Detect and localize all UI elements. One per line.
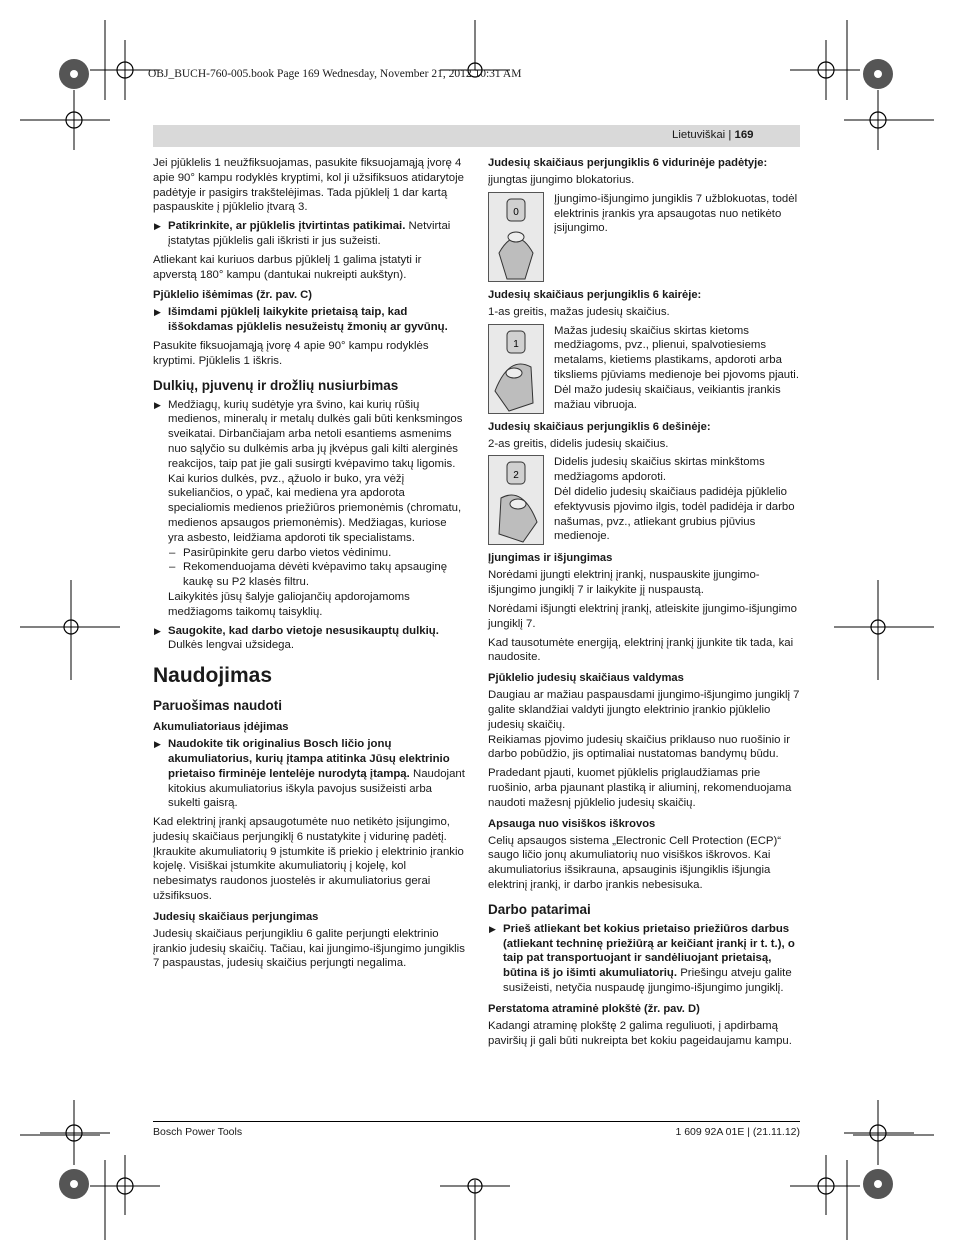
paragraph: Celių apsaugos sistema „Electronic Cell Protection (ECP)“ saugo ličio jonų akumuliatorių nuo visiškos iškrovos. Kai akumuliatorius išsikrauna, apsauginis išjungiklis išjungia elektrinį įrankį, ir darbo įrankis nebesisuka. (488, 834, 782, 891)
header-language: Lietuviškai (672, 129, 726, 141)
triangle-bullet-icon: ▶ (154, 399, 161, 410)
triangle-bullet-icon: ▶ (154, 307, 161, 318)
triangle-bullet-icon: ▶ (154, 625, 161, 636)
bullet-text: Priešingu atveju galite susižeisti, netyčia nuspaudę įjungimo-išjungimo jungiklį. (503, 967, 792, 994)
subheading: Pjūklelio išėmimas (žr. pav. C) (153, 289, 312, 302)
header-separator: | (728, 129, 732, 141)
triangle-bullet-icon: ▶ (154, 221, 161, 232)
bullet-text: Dulkės lengvai užsidega. (168, 639, 295, 652)
paragraph: Jei pjūklelis 1 neužfiksuojamas, pasukite fiksuojamąją įvorę 4 apie 90° kampu rodyklės kryptimi, kol ji užsifiksuos atidarytoje padėtyje ir pasigirs trakštelėjimas. Tada pjūklelį 1 dar kartą paspauskite į pjūklelio įtvarą 3. (153, 157, 464, 214)
warning-bullet (153, 624, 465, 654)
subheading: Judesių skaičiaus perjungimas (153, 910, 319, 923)
switch-label: 0 (513, 206, 519, 218)
paragraph: Kad tausotumėte energiją, elektrinį įrankį įjunkite tik tada, kai naudosite. (488, 636, 794, 664)
paragraph: Daugiau ar mažiau paspausdami įjungimo-išjungimo jungiklį 7 galite sklandžiai valdyti įjungto elektrinio įrankio pjūklelio judesių skaičių. (488, 689, 800, 731)
subheading: Judesių skaičiaus perjungiklis 6 dešinėje: (488, 420, 711, 433)
dash-text: Pasirūpinkite geru darbo vietos vėdinimu. (183, 546, 392, 559)
dash-text: Rekomenduojama dėvėti kvėpavimo takų apsauginę kaukę su P2 klasės filtru. (183, 561, 448, 589)
paragraph: Reikiamas pjovimo judesių skaičius priklauso nuo ruošinio ir darbo pobūdžio, jis optimaliai nustatomas bandymų būdu. (488, 733, 790, 761)
paragraph: Kadangi atraminę plokštę 2 galima reguliuoti, į apdirbamą paviršių ji gali būti nukreipta bet kokiu pageidaujamu kampu. (488, 1019, 792, 1047)
figure-text-line: Dėl mažo judesių skaičiaus, veikiantis įrankis mažiau vibruoja. (554, 383, 781, 411)
figure-text: Įjungimo-išjungimo jungiklis 7 užblokuotas, todėl elektrinis įrankis yra apsaugotas nuo netikėto įsijungimo. (554, 192, 798, 235)
warning-bullet (153, 219, 465, 249)
figure-row (488, 192, 800, 282)
paragraph: 1-as greitis, mažas judesių skaičius. (488, 305, 670, 318)
switch-label: 2 (513, 470, 519, 482)
paragraph: Atliekant kai kuriuos darbus pjūklelį 1 galima įstatyti ir apverstą 180° kampu (dantukai nukreipti aukštyn). (153, 253, 422, 281)
switch-illustration-icon (489, 456, 543, 544)
footer-rule (153, 1121, 800, 1122)
paragraph: Pradedant pjauti, kuomet pjūklelis priglaudžiamas prie ruošinio, arba pjaunant plastiką ir aliuminį, rekomenduojama naudoti mažesnį pjūklelio judesių skaičių. (488, 767, 792, 809)
bullet-text: Naudojant kitokius akumuliatorius iškyla pavojus susižeisti arba sukelti gaisrą. (168, 767, 465, 810)
subheading: Pjūklelio judesių skaičiaus valdymas (488, 672, 684, 685)
subheading: Judesių skaičiaus perjungiklis 6 kairėje: (488, 288, 702, 301)
subheading: Apsauga nuo visiškos iškrovos (488, 817, 656, 830)
triangle-bullet-icon: ▶ (154, 739, 161, 750)
bullet-bold: Prieš atliekant bet kokius prietaiso priežiūros darbus (atliekant techninę priežiūrą ar keičiant įrankį ir t. t.), o taip pat transportuojant ir sandėliuojant prietaisą, būtina iš jo išimti akumuliatorių. (503, 922, 795, 980)
figure-text-line: Mažas judesių skaičius skirtas kietoms medžiagoms, pvz., plienui, spalvotiesiems metalams, kietiems plastikams, apdoroti arba tiksliems pjūviams medienoje bei pjovoms pjauti. (554, 324, 800, 381)
footer-brand: Bosch Power Tools (153, 1126, 243, 1138)
dash-item: – Pasirūpinkite geru darbo vietos vėdinimu. (169, 546, 392, 559)
bullet-text: Netvirtai įstatytas pjūklelis gali iškristi ir jus sužeisti. (168, 220, 451, 247)
subheading: Akumuliatoriaus įdėjimas (153, 721, 289, 734)
figure-text (554, 455, 800, 545)
switch-label: 1 (513, 338, 519, 350)
section-heading: Dulkių, pjuvenų ir drožlių nusiurbimas (153, 377, 399, 393)
page-header (672, 129, 754, 141)
print-header: OBJ_BUCH-760-005.book Page 169 Wednesday, November 21, 2012 10:31 AM (148, 68, 522, 80)
paragraph: Pasukite fiksuojamąją įvorę 4 apie 90° kampu rodyklės kryptimi. Pjūklelis 1 iškris. (153, 339, 429, 367)
switch-position-0-figure (488, 192, 544, 282)
page-number: 169 (734, 129, 754, 141)
bullet-bold: Saugokite, kad darbo vietoje nesusikauptų dulkių. (168, 624, 439, 637)
paragraph: įjungtas įjungimo blokatorius. (488, 174, 635, 186)
section-heading: Darbo patarimai (488, 901, 591, 917)
paragraph: 2-as greitis, didelis judesių skaičius. (488, 437, 669, 450)
switch-illustration-icon (489, 193, 543, 281)
left-column (153, 156, 465, 975)
paragraph: Norėdami išjungti elektrinį įrankį, atleiskite įjungimo-išjungimo jungiklį 7. (488, 602, 797, 630)
figure-row (488, 324, 800, 414)
bullet-text: Medžiagų, kurių sudėtyje yra švino, kai kurių rūšių medienos, mineralų ir metalų dulkės gali būti kenksmingos sveikatai. Dirbančiajam arba netoli esantiems asmenims nuo sąlyčio su dulkėmis arba jų įkvėpus gali kilti alerginės reakcijos, taip pat jie gali susirgti kvėpavimo takų ligomis. Kai kurios dulkės, pvz., ąžuolo ir buko, yra vėžį sukeliančios, o ypač, kai mediena yra apdorota specialiomis medienos priežiūros priemonėmis (chromatu, medienos apsaugos priemonėmis). Medžiagas, kuriose yra asbesto, leidžiama apdoroti tik specialistams. (168, 398, 463, 544)
subheading: Judesių skaičiaus perjungiklis 6 vidurinėje padėtyje: (488, 157, 768, 169)
bullet-bold: Patikrinkite, ar pjūklelis įtvirtintas patikimai. (168, 220, 406, 233)
figure-text-line: Didelis judesių skaičius skirtas minkštoms medžiagoms apdoroti. (554, 456, 765, 484)
footer-doc-code: 1 609 92A 01E | (21.11.12) (675, 1126, 800, 1138)
bullet-bold: Naudokite tik originalius Bosch ličio jonų akumuliatorius, kurių įtampa atitinka Jūsų elektrinio prietaiso firminėje lentelėje nurodytą įtampą. (168, 738, 450, 780)
paragraph: Kad elektrinį įrankį apsaugotumėte nuo netikėto įsijungimo, judesių skaičiaus perjungiklį 6 nustatykite į vidurinę padėtį. Įkraukite akumuliatorių 9 įstumkite iš priekio į elektrinio įrankio kojelę. Visiškai įstumkite akumuliatorių į kojelę, kol nebesimatys raudonos juostelės ir akumuliatorius gerai užsifiksuos. (153, 816, 464, 903)
indented-paragraph: Laikykitės jūsų šalyje galiojančių apdorojamoms medžiagoms taikomų taisyklių. (168, 590, 410, 618)
switch-position-1-figure (488, 324, 544, 414)
subheading: Įjungimas ir išjungimas (488, 552, 613, 565)
figure-row (488, 455, 800, 545)
figure-text (554, 324, 800, 414)
paragraph: Norėdami įjungti elektrinį įrankį, nuspauskite įjungimo-išjungimo jungiklį 7 ir laikykite jį nuspaustą. (488, 569, 760, 597)
warning-bullet (153, 305, 465, 335)
right-column (488, 156, 800, 1052)
warning-bullet (153, 737, 465, 811)
subheading: Perstatoma atraminė plokštė (žr. pav. D) (488, 1002, 700, 1015)
bullet-bold: Išimdami pjūklelį laikykite prietaisą taip, kad iššokdamas pjūklelis nesužeistų žmonių ar gyvūnų. (168, 306, 448, 334)
dash-item: – Rekomenduojama dėvėti kvėpavimo takų apsauginę kaukę su P2 klasės filtru. (169, 561, 448, 589)
warning-bullet (153, 398, 465, 546)
chapter-heading: Naudojimas (153, 664, 273, 688)
section-heading: Paruošimas naudoti (153, 698, 283, 714)
switch-illustration-icon (489, 325, 543, 413)
switch-position-2-figure (488, 455, 544, 545)
figure-text-line: Dėl didelio judesių skaičiaus padidėja pjūklelio efektyvusis pjovimo ilgis, todėl padidėja ir darbo našumas, pvz., atliekant grubius pjūvius medienoje. (554, 485, 795, 543)
warning-bullet (488, 922, 800, 996)
triangle-bullet-icon: ▶ (489, 923, 496, 934)
paragraph: Judesių skaičiaus perjungikliu 6 galite perjungti elektrinio įrankio judesių skaičių. Tačiau, kai įjungimo-išjungimo jungiklis 7 paspaustas, judesių skaičius perjungti negalima. (153, 927, 465, 970)
